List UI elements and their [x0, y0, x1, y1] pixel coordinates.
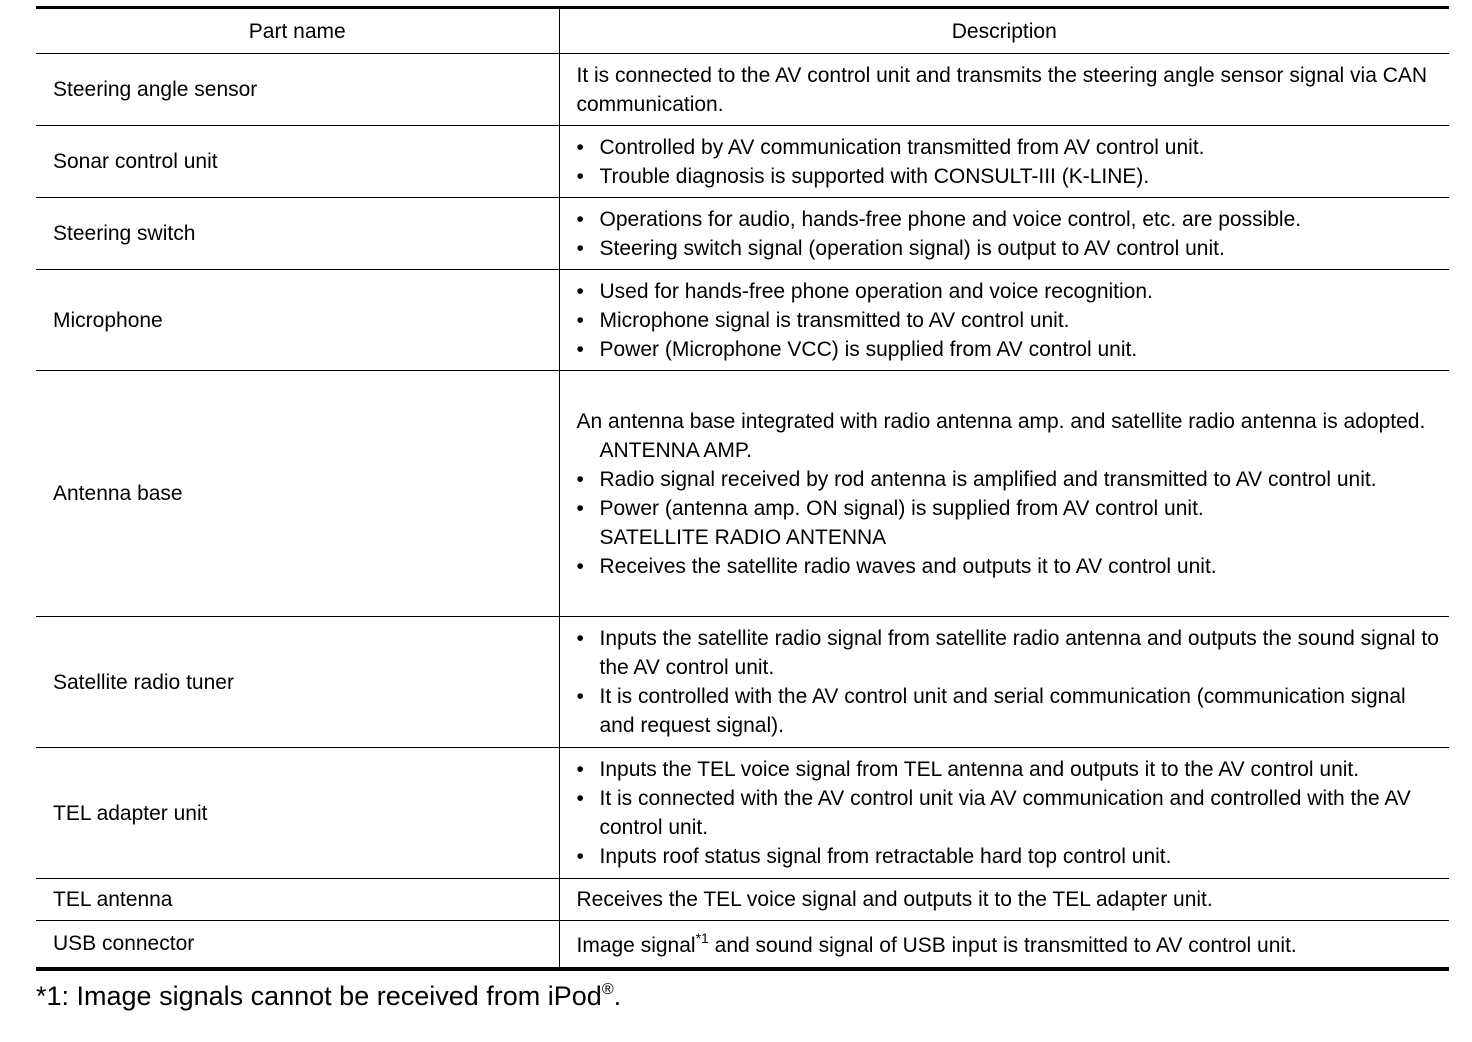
- bullet-text: Inputs the satellite radio signal from satellite radio antenna and outputs the sound signal to the AV control unit.: [599, 627, 1439, 679]
- bullet-glyph: •: [576, 496, 584, 520]
- bullet-text: Trouble diagnosis is supported with CONSULT-III (K-LINE).: [599, 164, 1150, 188]
- table-row: [36, 198, 1449, 270]
- bullet-item: [577, 162, 1444, 191]
- bullet-text: Used for hands-free phone operation and voice recognition.: [599, 279, 1153, 303]
- table-row: [36, 617, 1449, 748]
- part-description: [560, 401, 1450, 587]
- bullet-text: It is controlled with the AV control unit and serial communication (communication signal and request signal).: [599, 685, 1406, 737]
- part-description: [560, 127, 1450, 197]
- desc-text: and sound signal of USB input is transmitted to AV control unit.: [708, 934, 1297, 958]
- bullet-text: Power (Microphone VCC) is supplied from AV control unit.: [599, 337, 1138, 361]
- table-row: [36, 921, 1449, 969]
- table-row: [36, 54, 1449, 126]
- bullet-text: Radio signal received by rod antenna is amplified and transmitted to AV control unit.: [599, 467, 1377, 491]
- part-name: Satellite radio tuner: [53, 670, 234, 694]
- table-header-row: [36, 8, 1449, 54]
- bullet-text: Inputs roof status signal from retractable hard top control unit.: [599, 845, 1172, 868]
- bullet-item: [577, 205, 1444, 234]
- bullet-glyph: •: [576, 135, 584, 159]
- footnote: [36, 979, 621, 1013]
- bullet-glyph: •: [576, 164, 584, 188]
- part-name: Steering angle sensor: [53, 78, 258, 101]
- bullet-item: [577, 234, 1444, 263]
- table-row: [36, 371, 1449, 617]
- bullet-glyph: •: [576, 758, 584, 781]
- part-name: TEL adapter unit: [53, 801, 208, 825]
- bullet-text: Power (antenna amp. ON signal) is supplied from AV control unit.: [599, 496, 1204, 520]
- part-name: USB connector: [53, 932, 195, 955]
- bullet-glyph: •: [576, 308, 584, 332]
- part-description: [560, 199, 1450, 269]
- subheading: SATELLITE RADIO ANTENNA: [599, 525, 887, 549]
- bullet-glyph: •: [576, 467, 584, 491]
- bullet-item: [577, 755, 1444, 784]
- part-name: Steering switch: [53, 222, 196, 245]
- footnote-end: .: [613, 981, 622, 1011]
- header-description: Description: [559, 8, 1449, 54]
- part-description: [560, 749, 1450, 877]
- bullet-glyph: •: [576, 845, 584, 868]
- subheading: ANTENNA AMP.: [599, 438, 752, 462]
- part-name: Sonar control unit: [53, 150, 218, 173]
- part-name: Microphone: [53, 308, 163, 332]
- bullet-item: [577, 682, 1444, 740]
- bullet-item: [577, 306, 1444, 335]
- part-description: [560, 618, 1450, 746]
- desc-text: An antenna base integrated with radio antenna amp. and satellite radio antenna is adopted.: [576, 409, 1426, 433]
- part-description: [560, 879, 1450, 920]
- bullet-item: [577, 624, 1444, 682]
- table-row: [36, 879, 1449, 921]
- table-row: [36, 748, 1449, 879]
- bullet-text: Controlled by AV communication transmitted from AV control unit.: [599, 135, 1205, 159]
- bullet-text: It is connected with the AV control unit via AV communication and controlled with the AV control unit.: [599, 787, 1411, 839]
- registered-mark: ®: [601, 981, 614, 998]
- table-row: [36, 270, 1449, 371]
- bullet-item: [577, 277, 1444, 306]
- bullet-glyph: •: [576, 207, 584, 231]
- bullet-item: [577, 552, 1444, 581]
- part-description: [560, 55, 1450, 125]
- bullet-glyph: •: [576, 236, 584, 260]
- bullet-item: [577, 335, 1444, 364]
- bullet-glyph: •: [576, 337, 584, 361]
- bullet-glyph: •: [576, 554, 584, 578]
- bullet-text: Receives the satellite radio waves and outputs it to AV control unit.: [599, 554, 1217, 578]
- desc-text: It is connected to the AV control unit and transmits the steering angle sensor signal via CAN communication.: [576, 63, 1428, 116]
- bullet-text: Steering switch signal (operation signal) is output to AV control unit.: [599, 236, 1225, 260]
- bullet-glyph: •: [576, 685, 584, 708]
- bullet-glyph: •: [576, 787, 584, 810]
- bullet-item: [577, 133, 1444, 162]
- bullet-item: [577, 494, 1444, 523]
- bullet-item: [577, 465, 1444, 494]
- desc-text: Image signal: [576, 934, 696, 958]
- part-name: Antenna base: [53, 482, 183, 505]
- bullet-glyph: •: [576, 279, 584, 303]
- header-part-name: Part name: [36, 8, 559, 54]
- bullet-item: [577, 784, 1444, 842]
- part-description: [560, 921, 1450, 966]
- part-description: [560, 271, 1450, 370]
- table-row: [36, 126, 1449, 198]
- bullet-item: [577, 842, 1444, 871]
- table-body: [36, 54, 1449, 969]
- bullet-text: Inputs the TEL voice signal from TEL antenna and outputs it to the AV control unit.: [599, 758, 1360, 781]
- parts-description-table: [36, 6, 1449, 971]
- desc-text: Receives the TEL voice signal and outputs it to the TEL adapter unit.: [576, 888, 1213, 911]
- part-name: TEL antenna: [53, 888, 173, 911]
- bullet-text: Operations for audio, hands-free phone and voice control, etc. are possible.: [599, 207, 1302, 231]
- footnote-ref: *1: [695, 930, 709, 947]
- bullet-text: Microphone signal is transmitted to AV control unit.: [599, 308, 1070, 332]
- footnote-text: *1: Image signals cannot be received from iPod: [36, 981, 602, 1011]
- bullet-glyph: •: [576, 627, 584, 650]
